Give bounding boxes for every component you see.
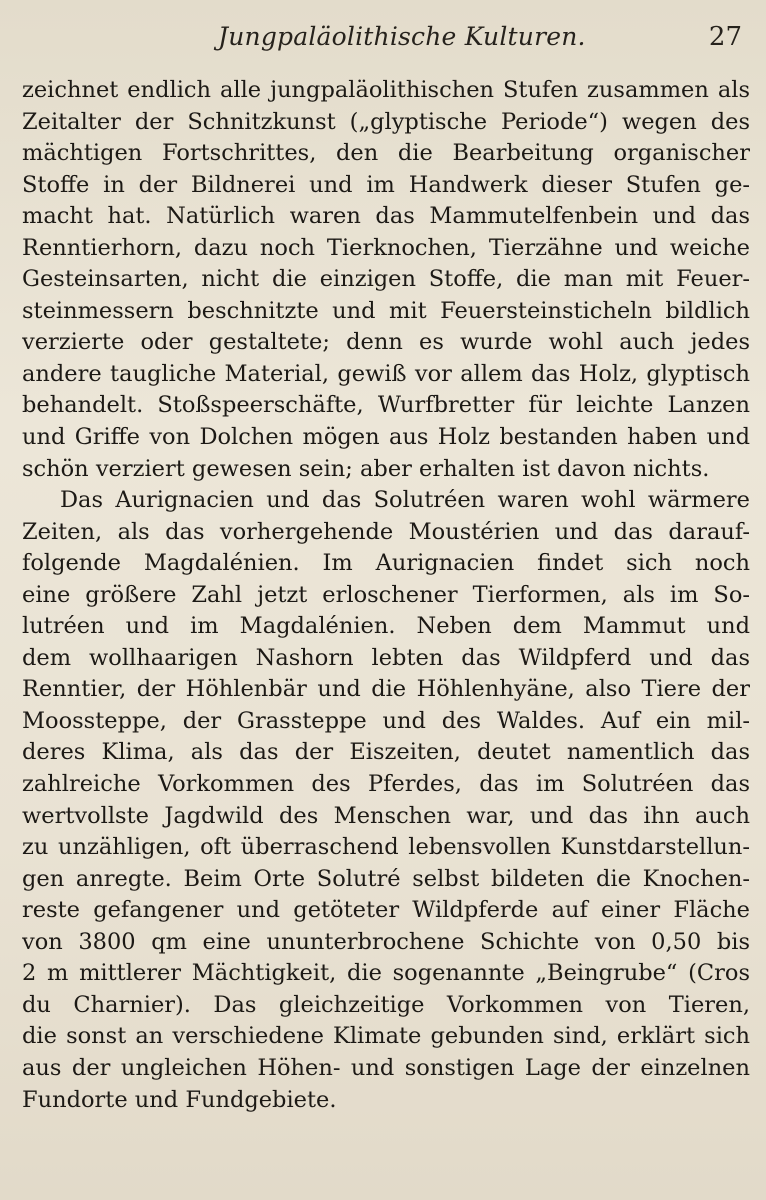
text-line: dem wollhaarigen Nashorn lebten das Wildpferd und das [22, 644, 750, 671]
text-line: aus der ungleichen Höhen- und sonstigen Lage der einzelnen [22, 1054, 750, 1081]
text-line: von 3800 qm eine ununterbrochene Schichte von 0,50 bis [22, 928, 750, 955]
text-line: und Griffe von Dolchen mögen aus Holz bestanden haben und [22, 424, 750, 451]
text-line: folgende Magdalénien. Im Aurignacien findet sich noch [22, 550, 750, 577]
text-line: Zeitalter der Schnitzkunst („glyptische Periode“) wegen des [22, 108, 750, 135]
text-line: wertvollste Jagdwild des Menschen war, und das ihn auch [22, 802, 750, 829]
text-line: mächtigen Fortschrittes, den die Bearbeitung organischer [22, 140, 750, 167]
running-title: Jungpaläolithische Kulturen. [218, 22, 586, 51]
page-number: 27 [708, 22, 742, 52]
text-line: zahlreiche Vorkommen des Pferdes, das im Solutréen das [22, 771, 750, 798]
text-line: gen anregte. Beim Orte Solutré selbst bildeten die Knochen- [22, 865, 750, 892]
text-line: macht hat. Natürlich waren das Mammutelfenbein und das [22, 203, 750, 230]
text-line: eine größere Zahl jetzt erloschener Tierformen, als im So- [22, 581, 750, 608]
text-line: andere taugliche Material, gewiß vor allem das Holz, glyptisch [22, 360, 750, 387]
text-line: reste gefangener und getöteter Wildpferde auf einer Fläche [22, 897, 750, 924]
text-line: behandelt. Stoßspeerschäfte, Wurfbretter für leichte Lanzen [22, 392, 750, 419]
text-line: Moossteppe, der Grassteppe und des Waldes. Auf ein mil- [22, 707, 750, 734]
paragraph-start-line: Das Aurignacien und das Solutréen waren wohl wärmere [60, 487, 750, 514]
paragraph-end-line: Fundorte und Fundgebiete. [22, 1086, 337, 1113]
text-line: Gesteinsarten, nicht die einzigen Stoffe, die man mit Feuer- [22, 266, 750, 293]
text-line: verzierte oder gestaltete; denn es wurde wohl auch jedes [22, 329, 750, 356]
running-head [0, 22, 766, 58]
text-line: Renntier, der Höhlenbär und die Höhlenhyäne, also Tiere der [22, 676, 750, 703]
text-line: zeichnet endlich alle jungpaläolithischen Stufen zusammen als [22, 77, 750, 103]
text-line: Renntierhorn, dazu noch Tierknochen, Tierzähne und weiche [22, 234, 750, 261]
text-line: Zeiten, als das vorhergehende Moustérien und das darauf- [22, 518, 750, 545]
text-line: lutréen und im Magdalénien. Neben dem Mammut und [22, 613, 750, 640]
text-line: die sonst an verschiedene Klimate gebunden sind, erklärt sich [22, 1023, 750, 1050]
text-line: du Charnier). Das gleichzeitige Vorkommen von Tieren, [22, 991, 750, 1018]
text-line: zu unzähligen, oft überraschend lebensvollen Kunstdarstellun- [22, 834, 750, 861]
text-line: deres Klima, als das der Eiszeiten, deutet namentlich das [22, 739, 750, 766]
body-text [22, 75, 750, 1116]
text-line: 2 m mittlerer Mächtigkeit, die sogenannte „Beingrube“ (Cros [22, 960, 750, 987]
text-line: steinmessern beschnitzte und mit Feuersteinsticheln bildlich [22, 297, 750, 324]
text-line: Stoffe in der Bildnerei und im Handwerk dieser Stufen ge- [22, 171, 750, 198]
paragraph-end-line: schön verziert gewesen sein; aber erhalten ist davon nichts. [22, 455, 710, 482]
